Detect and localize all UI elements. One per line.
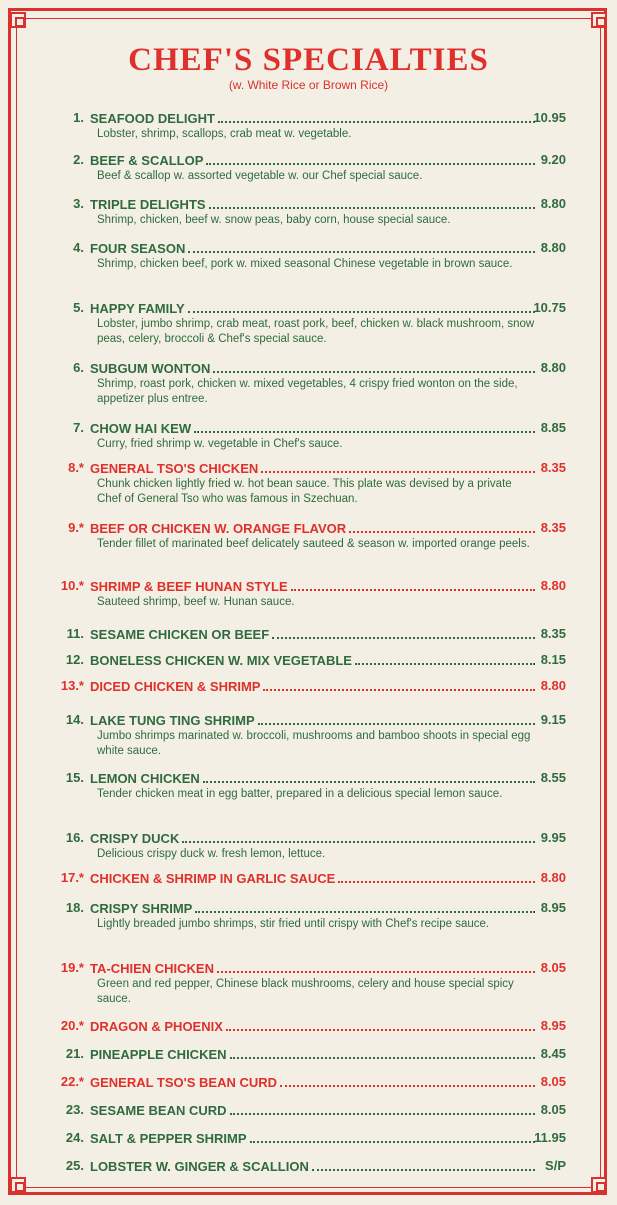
item-price: 9.15 [540,712,566,727]
corner-ornament [591,12,607,28]
item-name-line [90,578,538,594]
item-price: 8.85 [540,420,566,435]
item-name-line [90,460,538,476]
item-name: TRIPLE DELIGHTS [90,197,206,212]
dot-leader [209,196,535,209]
page-subtitle: (w. White Rice or Brown Rice) [228,78,389,92]
item-description: Lobster, jumbo shrimp, crab meat, roast pork, beef, chicken w. black mushroom, snow peas, celery, broccoli & Chef's special sauce. [97,318,535,345]
item-number: 25. [65,1158,84,1173]
item-name-line [90,678,538,694]
item-description: Curry, fried shrimp w. vegetable in Chef's sauce. [97,438,343,450]
item-name-line [90,770,538,786]
item-price: 8.35 [540,460,566,475]
item-description: Lobster, shrimp, scallops, crab meat w. vegetable. [97,128,352,140]
dot-leader [291,578,535,591]
item-description: Chunk chicken lightly fried w. hot bean sauce. This plate was devised by a private Chef of General Tso who was famous in Szechuan. [97,478,512,505]
dot-leader [188,240,535,253]
item-number: 16. [65,830,84,845]
item-number: 8.* [68,460,84,475]
dot-leader [218,110,535,123]
item-price: 8.80 [540,578,566,593]
item-name-line [90,900,538,916]
item-name: SEAFOOD DELIGHT [90,111,215,126]
item-name-line [90,1074,538,1090]
corner-ornament [10,1177,26,1193]
item-number: 22.* [60,1074,84,1089]
item-name: CRISPY SHRIMP [90,901,193,916]
item-number: 6. [73,360,84,375]
dot-leader [261,460,535,473]
item-price: 8.95 [540,1018,566,1033]
item-name-line [90,360,538,376]
item-price: 10.95 [533,110,566,125]
item-description: Delicious crispy duck w. fresh lemon, lettuce. [97,848,326,860]
item-name-line [90,626,538,642]
dot-leader [250,1130,535,1143]
item-name-line [90,960,538,976]
item-name-line [90,196,538,212]
item-price: 10.75 [533,300,566,315]
item-name-line [90,110,538,126]
item-name-line [90,830,538,846]
item-price: 8.35 [540,626,566,641]
item-name: SESAME CHICKEN OR BEEF [90,627,270,642]
item-name: LOBSTER W. GINGER & SCALLION [90,1159,309,1174]
item-number: 15. [65,770,84,785]
item-description: Tender fillet of marinated beef delicately sauteed & season w. imported orange peels. [97,538,530,550]
item-name-line [90,1046,538,1062]
item-number: 12. [65,652,84,667]
item-name: DRAGON & PHOENIX [90,1019,223,1034]
item-name-line [90,1130,538,1146]
dot-leader [206,152,535,165]
dot-leader [258,712,535,725]
item-number: 14. [65,712,84,727]
item-description: Shrimp, chicken beef, pork w. mixed seasonal Chinese vegetable in brown sauce. [97,258,513,270]
item-price: 8.15 [540,652,566,667]
item-price: 8.45 [540,1046,566,1061]
item-name-line [90,240,538,256]
dot-leader [203,770,535,783]
item-name: DICED CHICKEN & SHRIMP [90,679,261,694]
item-number: 13.* [60,678,84,693]
item-name: PINEAPPLE CHICKEN [90,1047,227,1062]
item-price: 8.80 [540,196,566,211]
item-number: 7. [73,420,84,435]
item-name: GENERAL TSO'S BEAN CURD [90,1075,278,1090]
dot-leader [338,870,535,883]
item-name: BONELESS CHICKEN W. MIX VEGETABLE [90,653,352,668]
item-name-line [90,520,538,536]
item-name: CHICKEN & SHRIMP IN GARLIC SAUCE [90,871,336,886]
item-description: Tender chicken meat in egg batter, prepared in a delicious special lemon sauce. [97,788,503,800]
item-name: BEEF OR CHICKEN W. ORANGE FLAVOR [90,521,347,536]
item-number: 3. [73,196,84,211]
item-number: 5. [73,300,84,315]
item-name-line [90,1102,538,1118]
item-description: Shrimp, roast pork, chicken w. mixed vegetables, 4 crispy fried wonton on the side, appetizer plus entree. [97,378,518,405]
item-price: S/P [545,1158,566,1173]
item-price: 9.20 [540,152,566,167]
item-price: 8.80 [540,678,566,693]
item-description: Beef & scallop w. assorted vegetable w. our Chef special sauce. [97,170,423,182]
item-price: 8.05 [540,1102,566,1117]
dot-leader [263,678,535,691]
item-name: LEMON CHICKEN [90,771,200,786]
item-price: 8.95 [540,900,566,915]
item-number: 21. [65,1046,84,1061]
item-number: 18. [65,900,84,915]
item-number: 20.* [60,1018,84,1033]
corner-ornament [591,1177,607,1193]
item-name: SESAME BEAN CURD [90,1103,227,1118]
dot-leader [194,420,535,433]
item-number: 9.* [68,520,84,535]
item-name: HAPPY FAMILY [90,301,185,316]
item-name: FOUR SEASON [90,241,186,256]
item-name: BEEF & SCALLOP [90,153,204,168]
item-description: Lightly breaded jumbo shrimps, stir fried until crispy with Chef's recipe sauce. [97,918,490,930]
dot-leader [217,960,535,973]
item-number: 10.* [60,578,84,593]
item-description: Jumbo shrimps marinated w. broccoli, mushrooms and bamboo shoots in special egg white sauce. [97,730,531,757]
item-description: Shrimp, chicken, beef w. snow peas, baby corn, house special sauce. [97,214,451,226]
item-name-line [90,300,538,316]
item-name: GENERAL TSO'S CHICKEN [90,461,259,476]
dot-leader [226,1018,535,1031]
item-name-line [90,1158,538,1174]
item-name: LAKE TUNG TING SHRIMP [90,713,255,728]
item-description: Green and red pepper, Chinese black mushrooms, celery and house special spicy sauce. [97,978,514,1005]
item-price: 8.05 [540,1074,566,1089]
item-number: 23. [65,1102,84,1117]
item-price: 8.80 [540,240,566,255]
item-name: CRISPY DUCK [90,831,180,846]
dot-leader [230,1046,535,1059]
page-title: CHEF'S SPECIALTIES [128,42,489,78]
item-price: 8.05 [540,960,566,975]
item-name-line [90,152,538,168]
item-name-line [90,652,538,668]
dot-leader [230,1102,535,1115]
item-number: 24. [65,1130,84,1145]
dot-leader [272,626,535,639]
item-name-line [90,1018,538,1034]
item-number: 1. [73,110,84,125]
item-name: SUBGUM WONTON [90,361,211,376]
item-price: 8.55 [540,770,566,785]
dot-leader [280,1074,535,1087]
dot-leader [188,300,535,313]
item-price: 8.35 [540,520,566,535]
dot-leader [182,830,535,843]
dot-leader [213,360,535,373]
item-number: 2. [73,152,84,167]
item-price: 11.95 [534,1130,566,1145]
item-number: 4. [73,240,84,255]
item-name: SHRIMP & BEEF HUNAN STYLE [90,579,288,594]
corner-ornament [10,12,26,28]
item-number: 17.* [60,870,84,885]
item-name-line [90,870,538,886]
dot-leader [195,900,535,913]
item-number: 19.* [60,960,84,975]
item-number: 11. [66,626,84,641]
item-name-line [90,712,538,728]
item-name-line [90,420,538,436]
item-name: CHOW HAI KEW [90,421,192,436]
item-description: Sauteed shrimp, beef w. Hunan sauce. [97,596,295,608]
item-price: 9.95 [540,830,566,845]
item-price: 8.80 [540,870,566,885]
item-price: 8.80 [540,360,566,375]
dot-leader [312,1158,535,1171]
item-name: SALT & PEPPER SHRIMP [90,1131,247,1146]
item-name: TA-CHIEN CHICKEN [90,961,214,976]
